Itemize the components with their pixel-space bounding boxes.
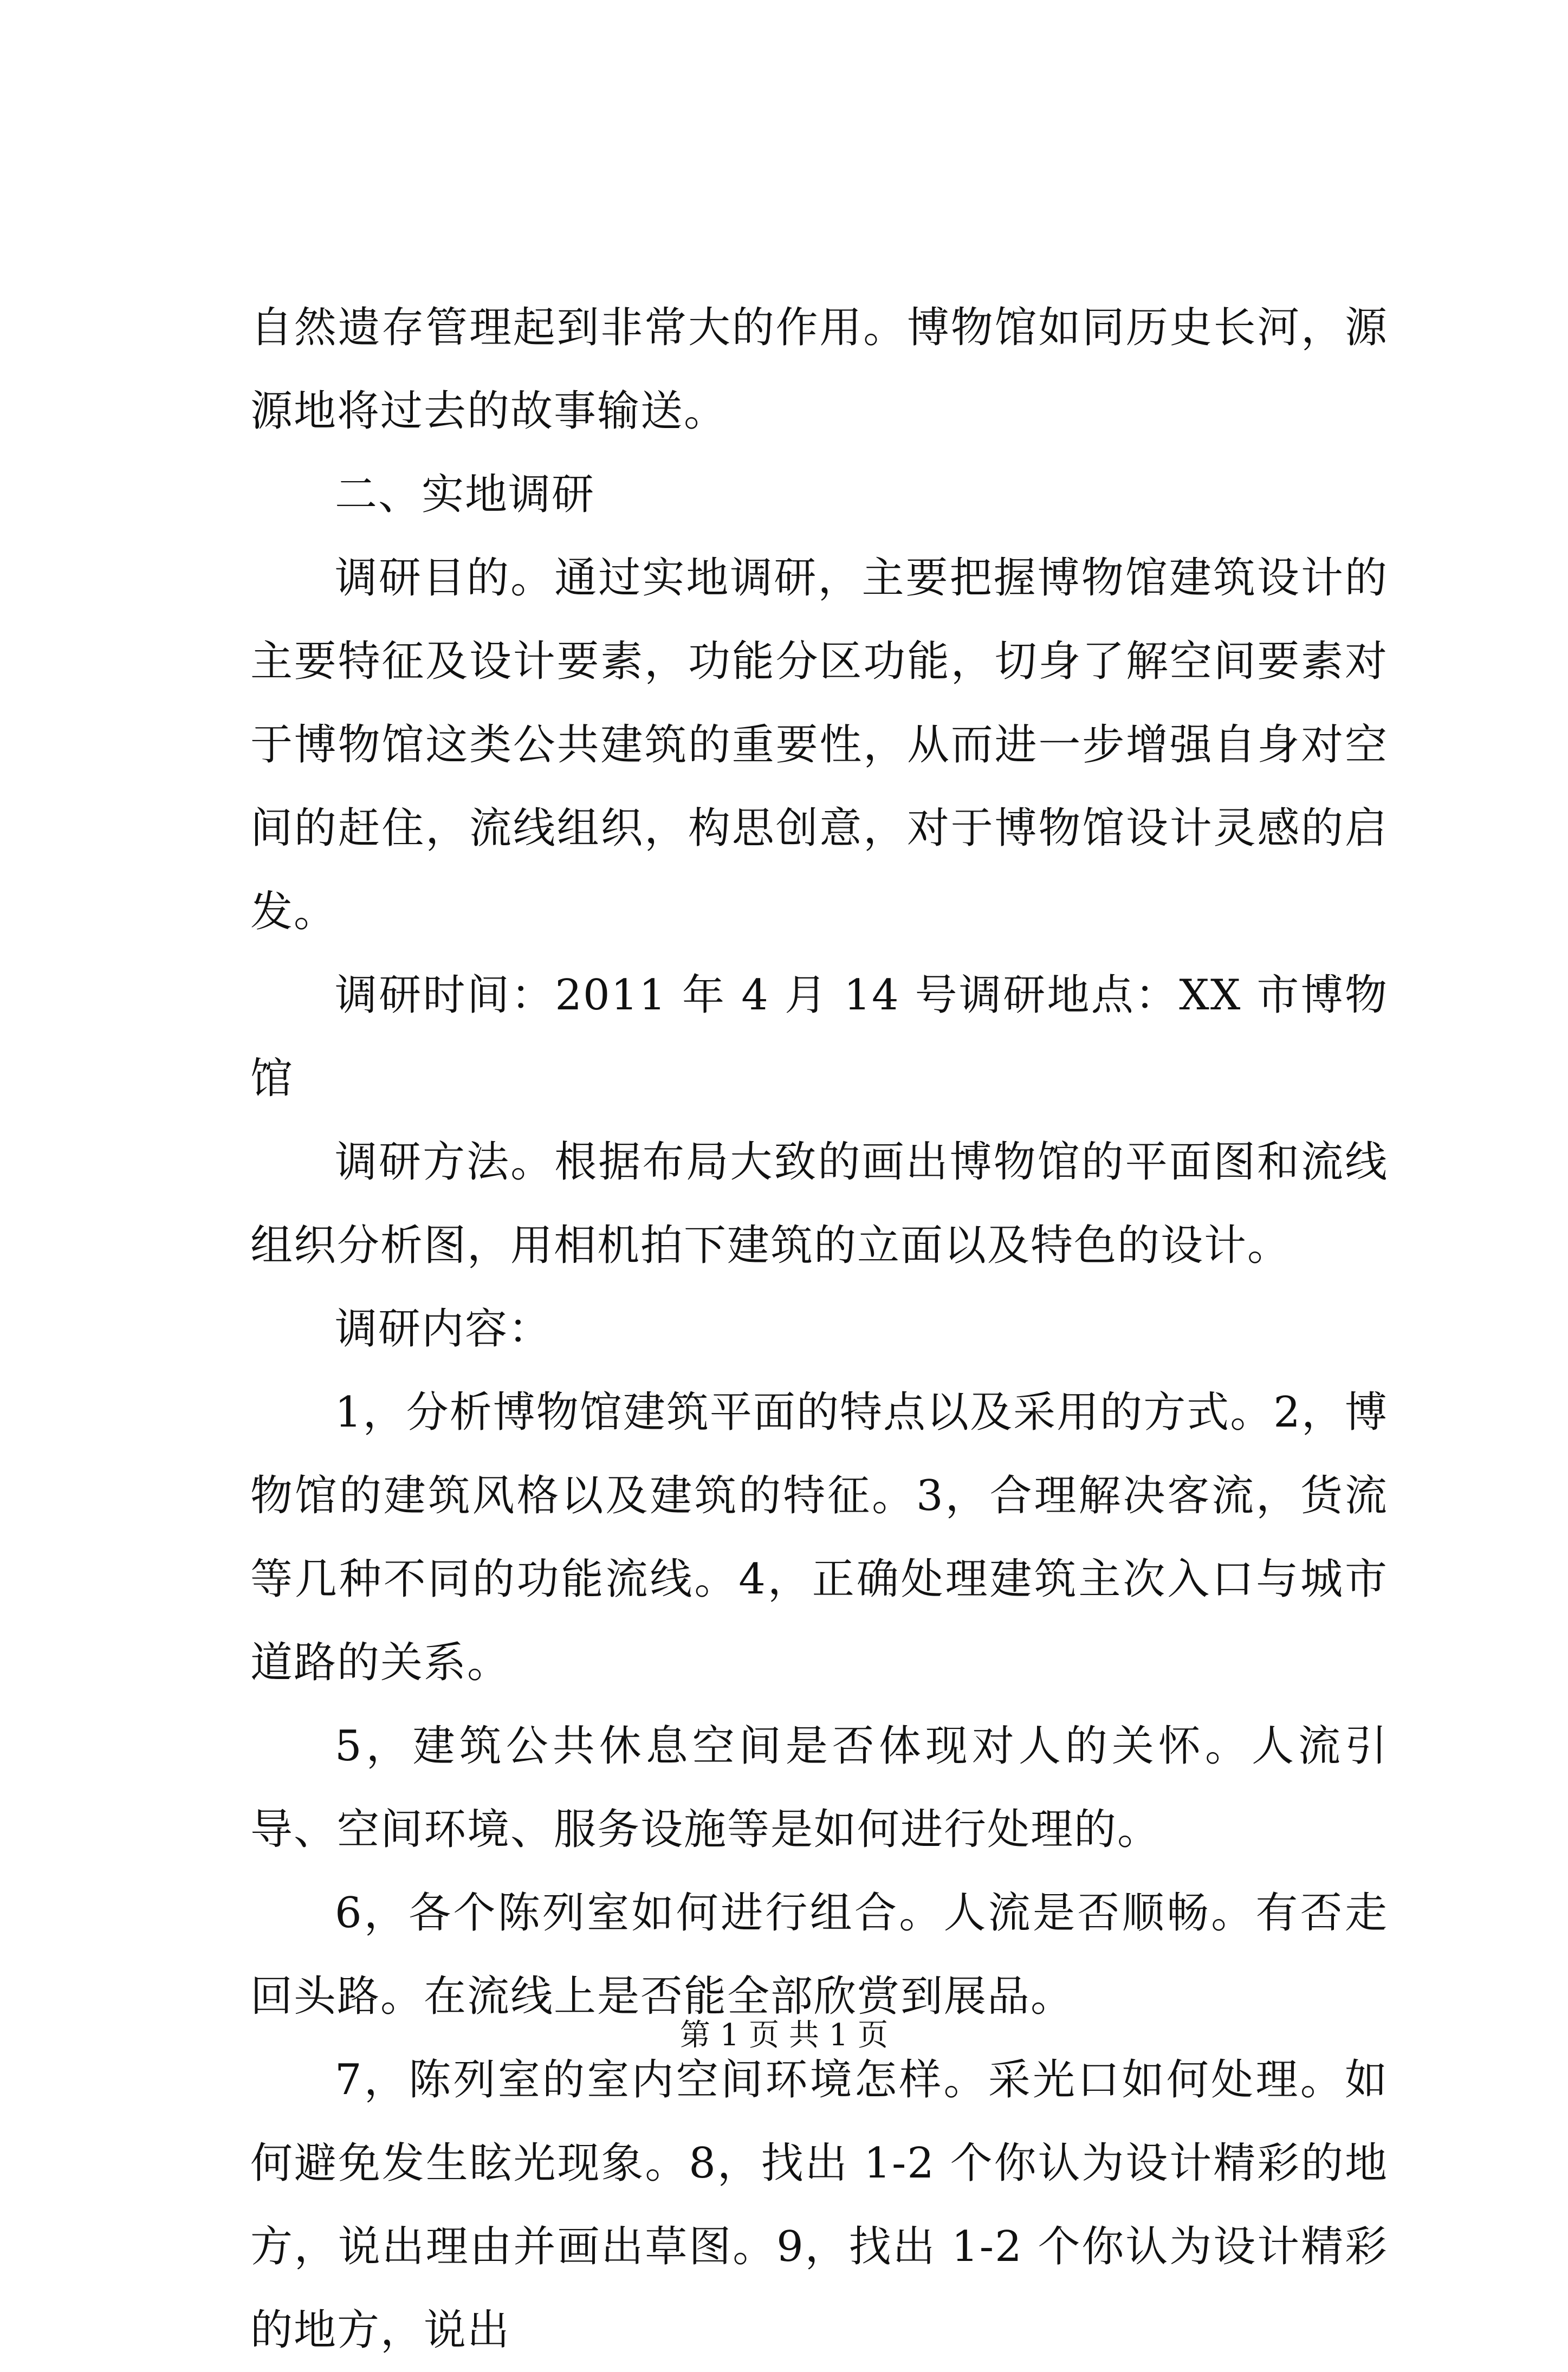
paragraph-content-heading: 调研内容： [335,1305,552,1353]
document-body [250,286,1388,2372]
paragraph-1: 自然遗存管理起到非常大的作用。博物馆如同历史长河，源源地将过去的故事输送。 [250,303,1388,436]
paragraph-purpose: 调研目的。通过实地调研，主要把握博物馆建筑设计的主要特征及设计要素，功能分区功能，切身了解空间要素对于博物馆这类公共建筑的重要性，从而进一步增强自身对空间的赶住，流线组织，构思创意，对于博物馆设计灵感的启发。 [250,554,1388,936]
paragraph-item-5: 5，建筑公共休息空间是否体现对人的关怀。人流引导、空间环境、服务设施等是如何进行处理的。 [250,1722,1388,1854]
paragraph-items-7-9: 7，陈列室的室内空间环境怎样。采光口如何处理。如何避免发生眩光现象。8，找出 1-2 个你认为设计精彩的地方，说出理由并画出草图。9，找出 1-2 个你认为设计精彩的地方，说出 [250,2056,1388,2355]
page-footer: 第 1 页 共 1 页 [679,2018,889,2053]
paragraph-items-1-4: 1，分析博物馆建筑平面的特点以及采用的方式。2，博物馆的建筑风格以及建筑的特征。3，合理解决客流，货流等几种不同的功能流线。4，正确处理建筑主次入口与城市道路的关系。 [250,1388,1388,1687]
paragraph-method: 调研方法。根据布局大致的画出博物馆的平面图和流线组织分析图，用相机拍下建筑的立面以及特色的设计。 [250,1138,1388,1270]
paragraph-time-location: 调研时间：2011 年 4 月 14 号调研地点：XX 市博物馆 [250,971,1388,1103]
section-heading: 二、实地调研 [335,470,595,519]
paragraph-item-6: 6，各个陈列室如何进行组合。人流是否顺畅。有否走回头路。在流线上是否能全部欣赏到展品。 [250,1889,1388,2021]
